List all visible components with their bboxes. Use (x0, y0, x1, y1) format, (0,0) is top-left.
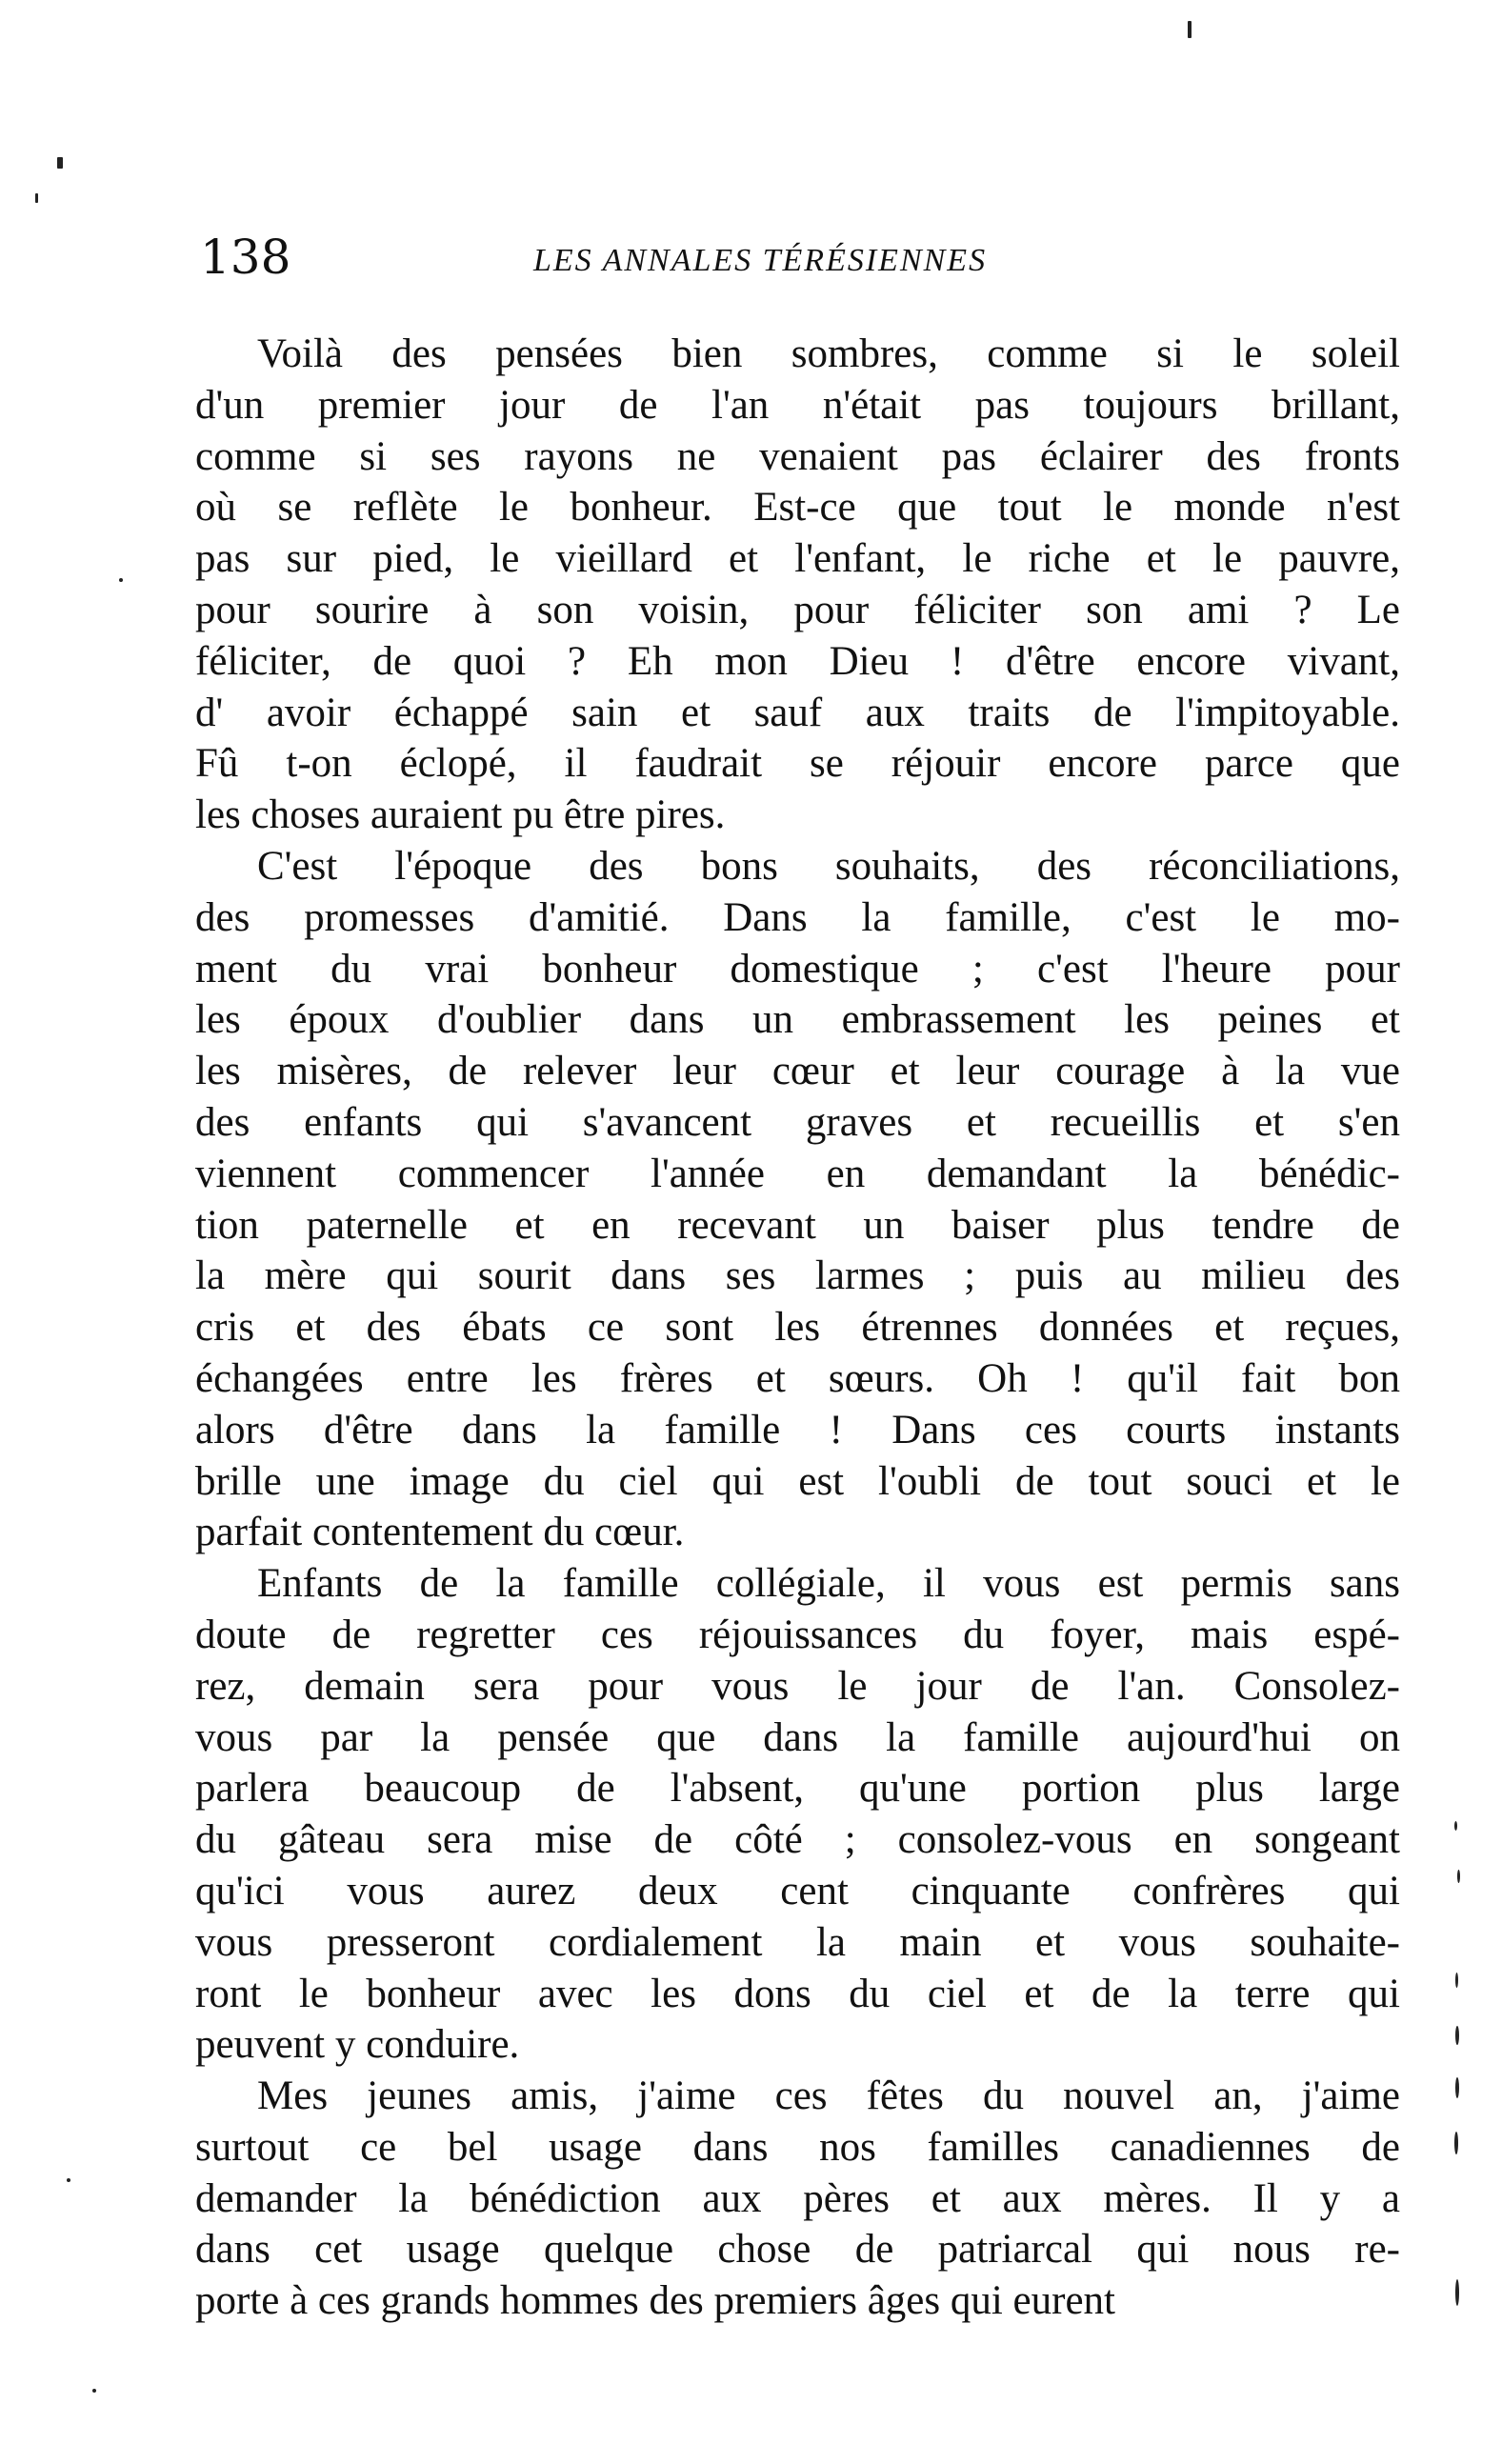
text-line: surtout ce bel usage dans nos familles canadiennes de (195, 2124, 1400, 2170)
text-line: parfait contentement du cœur. (195, 1510, 685, 1555)
scan-speck (1454, 2132, 1458, 2154)
scan-speck (119, 578, 123, 582)
text-line: féliciter, de quoi ? Eh mon Dieu ! d'être encore vivant, (195, 638, 1400, 684)
text-line: des enfants qui s'avancent graves et recueillis et s'en (195, 1099, 1400, 1145)
text-line: des promesses d'amitié. Dans la famille, c'est le mo- (195, 894, 1400, 940)
scan-speck (1455, 2077, 1459, 2098)
text-line: vous par la pensée que dans la famille aujourd'hui on (195, 1714, 1400, 1760)
text-line: C'est l'époque des bons souhaits, des réconciliations, (257, 843, 1400, 889)
text-line: ront le bonheur avec les dons du ciel et de la terre qui (195, 1971, 1400, 2016)
text-line: la mère qui sourit dans ses larmes ; puis au milieu des (195, 1253, 1400, 1299)
text-line: dans cet usage quelque chose de patriarcal qui nous re- (195, 2227, 1400, 2273)
text-line: échangées entre les frères et sœurs. Oh ! qu'il fait bon (195, 1355, 1400, 1401)
text-line: brille une image du ciel qui est l'oubli de tout souci et le (195, 1458, 1400, 1504)
page-number: 138 (200, 230, 291, 285)
text-line: du gâteau sera mise de côté ; consolez-vous en songeant (195, 1817, 1400, 1863)
text-line: pas sur pied, le vieillard et l'enfant, le riche et le pauvre, (195, 536, 1400, 582)
text-line: d'un premier jour de l'an n'était pas toujours brillant, (195, 382, 1400, 428)
text-line: cris et des ébats ce sont les étrennes données et reçues, (195, 1305, 1400, 1351)
text-line: d' avoir échappé sain et sauf aux traits de l'impitoyable. (195, 690, 1400, 735)
scan-speck (1455, 2026, 1459, 2045)
scan-speck (35, 193, 38, 203)
scan-speck (1188, 21, 1192, 38)
text-line: où se reflète le bonheur. Est-ce que tout le monde n'est (195, 485, 1400, 531)
text-line: comme si ses rayons ne venaient pas éclairer des fronts (195, 433, 1400, 479)
text-line: parlera beaucoup de l'absent, qu'une portion plus large (195, 1766, 1400, 1812)
text-line: rez, demain sera pour vous le jour de l'an. Consolez- (195, 1663, 1400, 1709)
text-line: les choses auraient pu être pires. (195, 792, 726, 838)
page-header (190, 224, 1381, 290)
text-line: viennent commencer l'année en demandant la bénédic- (195, 1151, 1400, 1196)
body-text (195, 329, 1400, 2327)
text-line: porte à ces grands hommes des premiers âges qui eurent (195, 2278, 1115, 2324)
text-line: vous presseront cordialement la main et vous souhaite- (195, 1919, 1400, 1965)
text-line: les époux d'oublier dans un embrassement les peines et (195, 997, 1400, 1043)
text-line: peuvent y conduire. (195, 2022, 520, 2068)
scan-speck (57, 157, 63, 169)
text-line: doute de regretter ces réjouissances du foyer, mais espé- (195, 1612, 1400, 1657)
text-line: Fû t-on éclopé, il faudrait se réjouir encore parce que (195, 741, 1400, 787)
text-line: ment du vrai bonheur domestique ; c'est l'heure pour (195, 946, 1400, 992)
text-line: Enfants de la famille collégiale, il vous est permis sans (257, 1561, 1400, 1607)
scan-speck (1455, 1973, 1458, 1988)
text-line: alors d'être dans la famille ! Dans ces courts instants (195, 1407, 1400, 1452)
text-line: pour sourire à son voisin, pour féliciter son ami ? Le (195, 587, 1400, 632)
scan-speck (1457, 1870, 1460, 1883)
text-line: Mes jeunes amis, j'aime ces fêtes du nouvel an, j'aime (257, 2073, 1400, 2119)
text-line: les misères, de relever leur cœur et leur courage à la vue (195, 1049, 1400, 1094)
scan-speck (92, 2389, 96, 2393)
scan-speck (67, 2178, 70, 2182)
text-line: Voilà des pensées bien sombres, comme si le soleil (257, 331, 1400, 376)
text-line: demander la bénédiction aux pères et aux mères. Il y a (195, 2175, 1400, 2221)
scan-speck (1454, 1821, 1457, 1831)
scan-speck (1455, 2279, 1459, 2306)
running-title: LES ANNALES TÉRÉSIENNES (533, 243, 988, 278)
text-line: qu'ici vous aurez deux cent cinquante confrères qui (195, 1868, 1400, 1913)
text-line: tion paternelle et en recevant un baiser plus tendre de (195, 1202, 1400, 1248)
